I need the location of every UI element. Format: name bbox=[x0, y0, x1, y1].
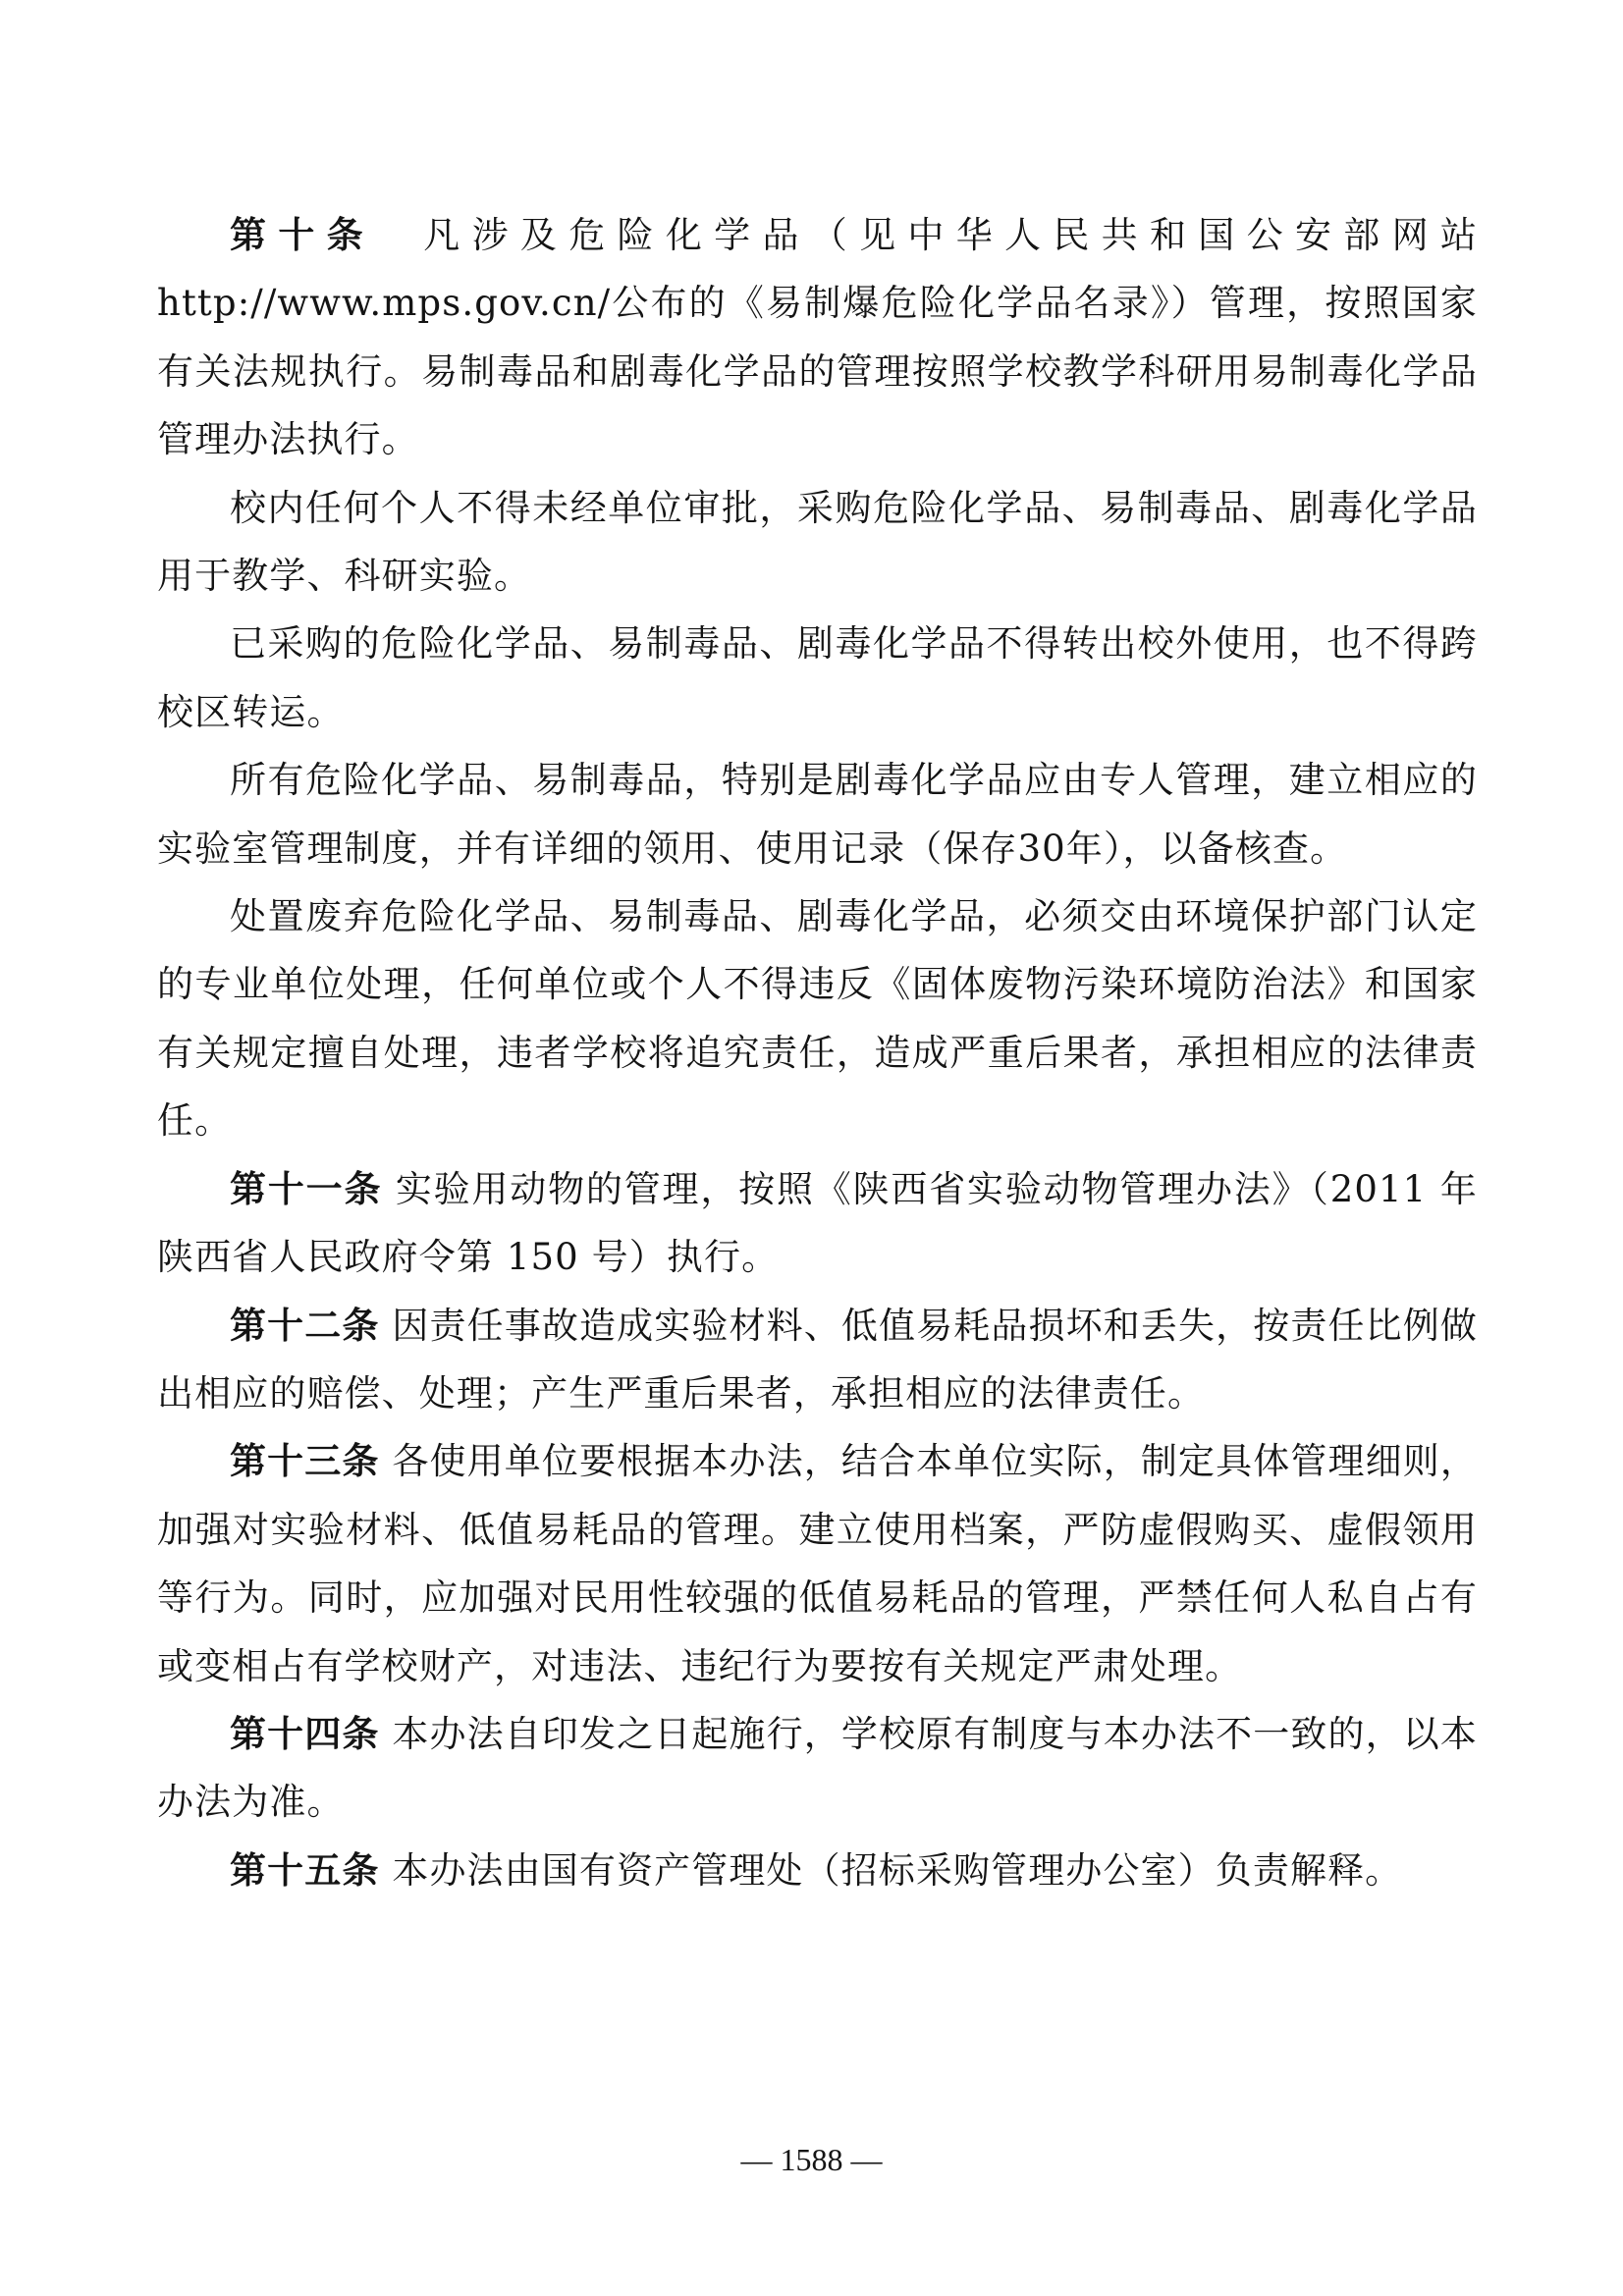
article-10-paragraph-1 bbox=[157, 201, 1478, 474]
article-12-heading: 第十二条 bbox=[230, 1304, 380, 1347]
page-number: — 1588 — bbox=[740, 2142, 883, 2177]
article-13-paragraph bbox=[157, 1427, 1478, 1700]
article-14-text: 本办法自印发之日起施行，学校原有制度与本办法不一致的，以本办法为准。 bbox=[157, 1712, 1478, 1824]
article-11-text: 实验用动物的管理，按照《陕西省实验动物管理办法》（2011 年陕西省人民政府令第 150 号）执行。 bbox=[157, 1167, 1478, 1279]
article-10-heading: 第十条 bbox=[230, 214, 375, 256]
article-15-text: 本办法由国有资产管理处（招标采购管理办公室）负责解释。 bbox=[392, 1848, 1403, 1892]
article-12-paragraph bbox=[157, 1292, 1478, 1428]
article-14-heading: 第十四条 bbox=[230, 1712, 380, 1755]
article-10-paragraph-4: 所有危险化学品、易制毒品，特别是剧毒化学品应由专人管理，建立相应的实验室管理制度，并有详细的领用、使用记录（保存30年），以备核查。 bbox=[157, 759, 1478, 870]
article-10-paragraph-2: 校内任何个人不得未经单位审批，采购危险化学品、易制毒品、剧毒化学品用于教学、科研实验。 bbox=[157, 486, 1478, 598]
article-11-heading: 第十一条 bbox=[230, 1167, 383, 1210]
article-15-paragraph bbox=[157, 1837, 1478, 1904]
article-13-heading: 第十三条 bbox=[230, 1440, 380, 1483]
document-body bbox=[157, 201, 1478, 1904]
article-13-text: 各使用单位要根据本办法，结合本单位实际，制定具体管理细则，加强对实验材料、低值易耗品的管理。建立使用档案，严防虚假购买、虚假领用等行为。同时，应加强对民用性较强的低值易耗品的管理，严禁任何人私自占有或变相占有学校财产，对违法、违纪行为要按有关规定严肃处理。 bbox=[157, 1440, 1478, 1687]
article-11-paragraph bbox=[157, 1155, 1478, 1292]
article-10-paragraph-5: 处置废弃危险化学品、易制毒品、剧毒化学品，必须交由环境保护部门认定的专业单位处理，任何单位或个人不得违反《固体废物污染环境防治法》和国家有关规定擅自处理，违者学校将追究责任，造成严重后果者，承担相应的法律责任。 bbox=[157, 895, 1478, 1143]
article-10-paragraph-3: 已采购的危险化学品、易制毒品、剧毒化学品不得转出校外使用，也不得跨校区转运。 bbox=[157, 622, 1478, 733]
article-12-text: 因责任事故造成实验材料、低值易耗品损坏和丢失，按责任比例做出相应的赔偿、处理；产生严重后果者，承担相应的法律责任。 bbox=[157, 1304, 1478, 1415]
article-14-paragraph bbox=[157, 1700, 1478, 1837]
article-15-heading: 第十五条 bbox=[230, 1848, 380, 1892]
article-10-text: 凡涉及危险化学品（见中华人民共和国公安部网站 http://www.mps.gov.cn/公布的《易制爆危险化学品名录》）管理，按照国家有关法规执行。易制毒品和剧毒化学品的管理按照学校教学科研用易制毒化学品管理办法执行。 bbox=[157, 214, 1478, 461]
